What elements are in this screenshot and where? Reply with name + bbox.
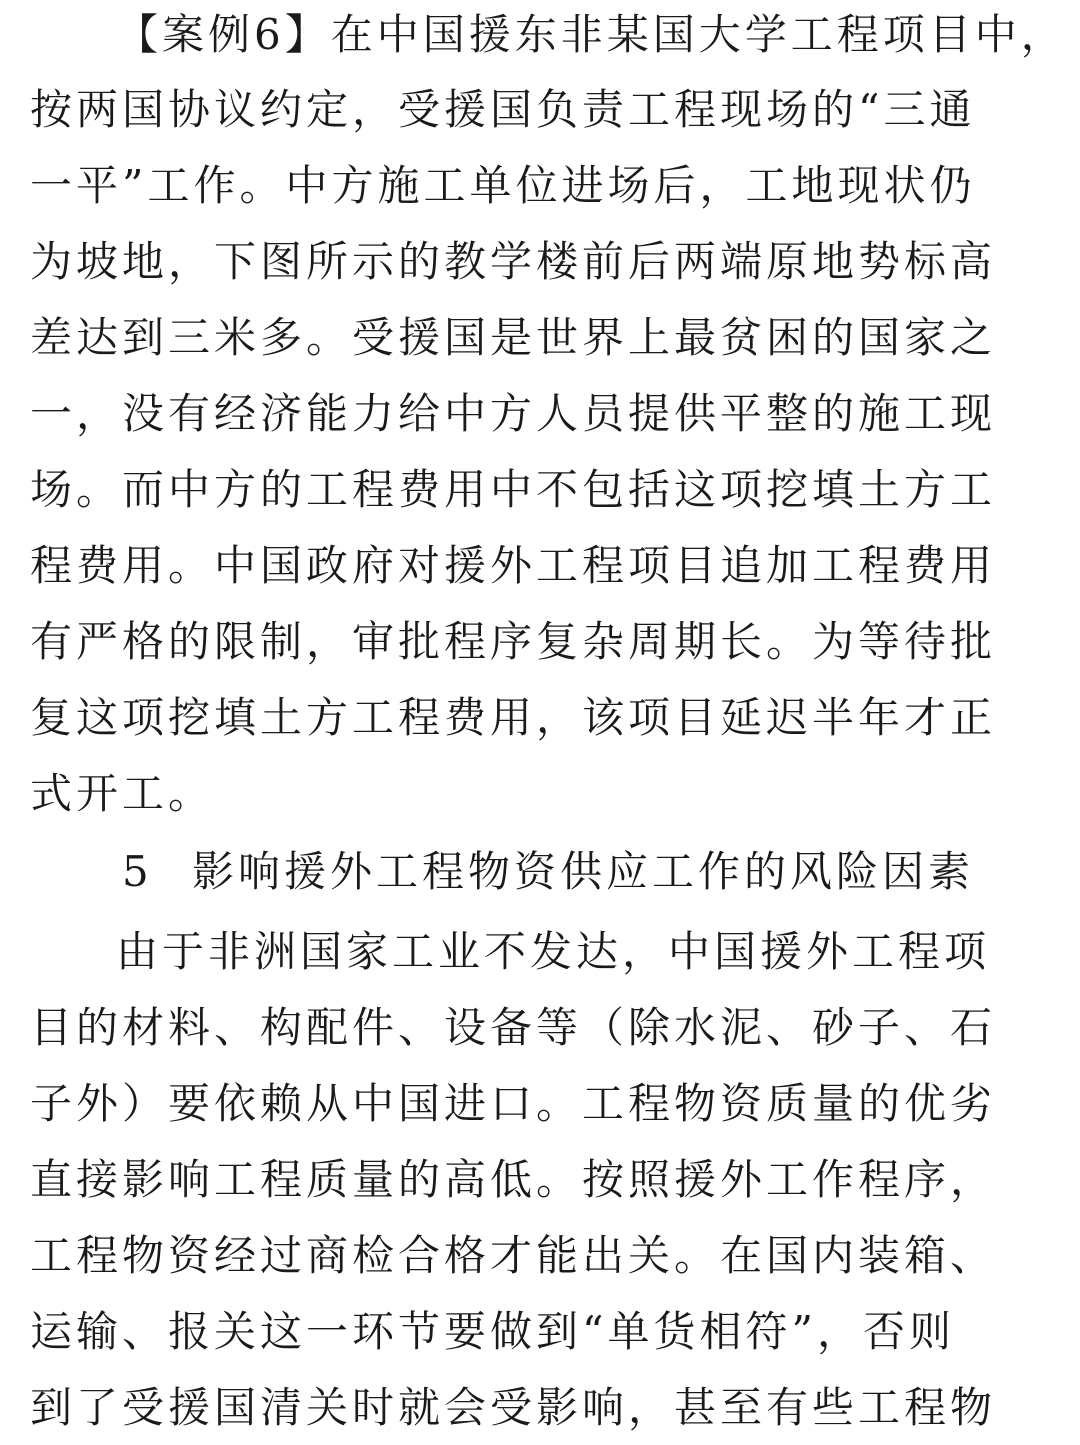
text-line: 一，没有经济能力给中方人员提供平整的施工现 [30,389,997,438]
text-line: 到了受援国清关时就会受影响，甚至有些工程物 [30,1383,997,1432]
text-line: 由于非洲国家工业不发达，中国援外工程项 [116,927,991,976]
section-heading [122,842,974,902]
text-line: 差达到三米多。受援国是世界上最贫困的国家之 [30,313,997,362]
text-line: 场。而中方的工程费用中不包括这项挖填土方工 [30,465,997,514]
text-line: 式开工。 [30,769,215,818]
text-line: 为坡地，下图所示的教学楼前后两端原地势标高 [30,237,997,286]
text-line: 一平”工作。中方施工单位进场后，工地现状仍 [30,161,976,210]
text-line: 运输、报关这一环节要做到“单货相符”，否则 [30,1307,955,1356]
text-line: 【案例6】在中国援东非某国大学工程项目中， [116,10,1067,59]
text-line: 子外）要依赖从中国进口。工程物资质量的优劣 [30,1079,997,1128]
text-line: 程费用。中国政府对援外工程项目追加工程费用 [30,541,997,590]
text-line: 直接影响工程质量的高低。按照援外工作程序， [30,1155,997,1204]
text-line: 按两国协议约定，受援国负责工程现场的“三通 [30,85,976,134]
text-line: 工程物资经过商检合格才能出关。在国内装箱、 [30,1231,997,1280]
section-number: 5 [122,847,153,896]
text-line: 目的材料、构配件、设备等（除水泥、砂子、石 [30,1003,997,1052]
text-line: 复这项挖填土方工程费用，该项目延迟半年才正 [30,693,997,742]
text-line: 有严格的限制，审批程序复杂周期长。为等待批 [30,617,997,666]
section-title: 影响援外工程物资供应工作的风险因素 [192,847,975,896]
